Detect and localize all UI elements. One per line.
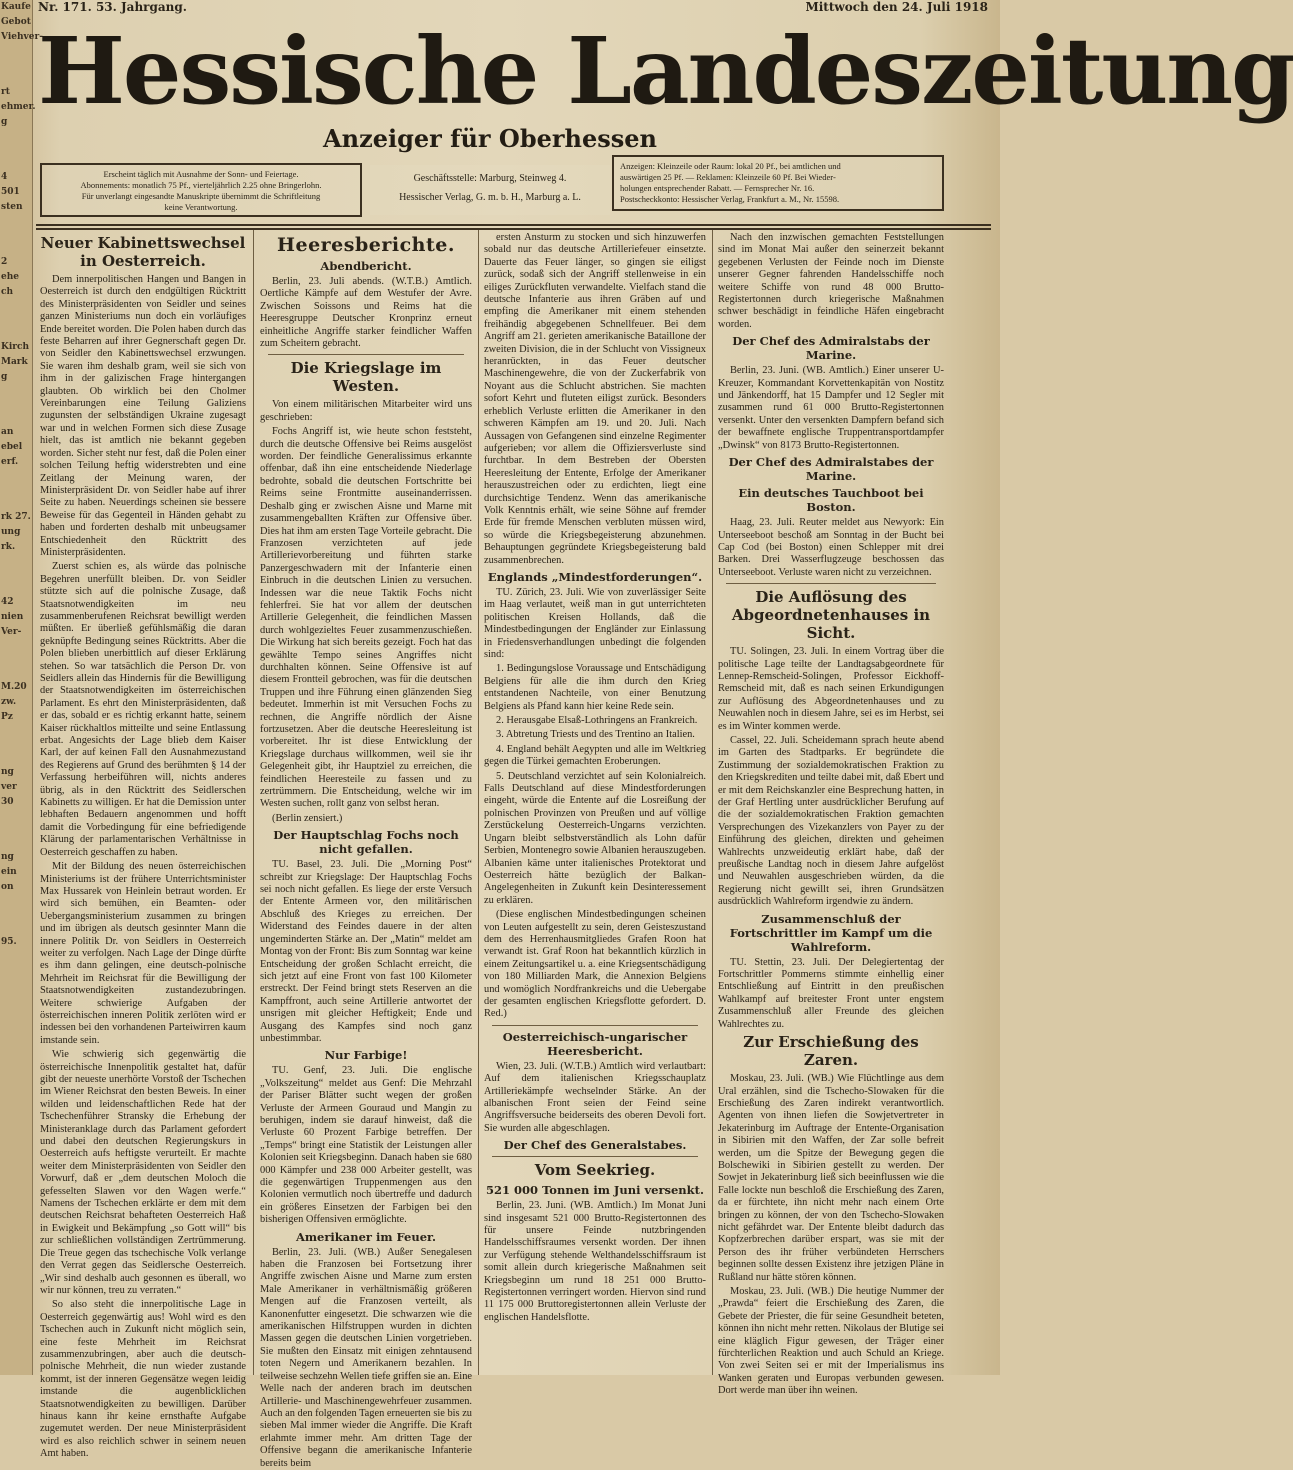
list-item: 5. Deutschland verzichtet auf sein Kolonialreich. Falls Deutschland auf diese Mindestforderungen eingeht, würde die Entente auf die Losreißung der polnischen Provinzen von Preußen und auf völlige Zerstückelung Oesterreich-Ungarns verzichten. Ungarn bleibt selbstverständlich als Lohn dafür Serbien, Montenegro sowie Albanien herauszugeben. Albanien käme unter italienisches Protektorat und Oesterreich hätte bezüglich der Balkan-Angelegenheiten in Zukunft kein Desinteressement zu erklären. <box>484 770 706 906</box>
strip-fragment: zw. <box>1 697 17 707</box>
column-4 <box>718 232 944 1397</box>
article-paragraph: Nach den inzwischen gemachten Feststellungen sind im Monat Mai außer den seinerzeit bekannt gegebenen Verlusten der Feinde noch im Dienste unserer Gegner fahrenden Handelsschiffe noch weitere Schiffe von rund 48 000 Brutto-Registertonnen durch kriegerische Maßnahmen schwer beschädigt in feindliche Häfen eingebracht worden. <box>718 232 944 330</box>
divider <box>492 1025 698 1026</box>
strip-fragment: Ver- <box>1 627 22 637</box>
section-headline: Heeresberichte. <box>277 234 455 256</box>
article-paragraph: TU. Stettin, 23. Juli. Der Delegiertentag der Fortschrittler Pommerns stimmte einhellig einer Entschließung auf Eintritt in den preußischen Wahlkampf auf breitester Front unter engstem Zusammenschluß aller Freunde des gleichen Wahlrechtes zu. <box>718 956 944 1030</box>
strip-fragment: rk 27. <box>1 512 31 522</box>
article-paragraph: So also steht die innerpolitische Lage in Oesterreich gegenwärtig aus! Wohl wird es den Tschechen auch in Zukunft nicht möglich sein, eine feste Mehrheit im Reichsrat zusammenzubringen, aber auch die deutsch-polnische Mehrheit, die nun wieder zustande kommt, ist der inneren Gegensätze wegen leidig imstande die augenblicklichen Staatsnotwendigkeiten zu bewilligen. Darüber hinaus kann ihr keine ernsthafte Aufgabe zugemutet werden. Der neue Ministerpräsident wird es also reichlich schwer in seinem neuen Amt haben. <box>40 1299 246 1460</box>
article-paragraph: Dem innerpolitischen Hangen und Bangen in Oesterreich ist durch den endgültigen Rücktritt des Ministerpräsidenten von Seidler und seines ganzen Ministeriums nun doch ein vorläufiges Ende bereitet worden. Die Polen haben durch das feste Beharren auf ihrer Gegnerschaft gegen Dr. von Seidler den Kabinettswechsel erzwungen. Sie waren ihm deshalb gram, weil sie sich von ihm in der galizischen Frage hintergangen glaubten. Ob wirklich bei den Cholmer Vereinbarungen eine Teilung Galiziens zugunsten der selbständigen Ukraine zugesagt war und in welchen Formen sich diese Zusage hielt, das ist amtlich nie bekannt gegeben worden. Sicher steht nur fest, daß die Polen einer solchen Teilung heftig widerstrebten und eine Zeitlang der Meinung waren, der Ministerpräsident Dr. von Seidler habe auf ihrer Seite zu haben. Neuerdings scheinen sie bessere Beweise für das Gegenteil in Händen gehabt zu haben und forderten deshalb mit unbeugsamer Entschiedenheit den Rücktritt des Ministerpräsidenten. <box>40 274 246 558</box>
strip-fragment: ch <box>1 287 14 297</box>
article-paragraph: Wien, 23. Juli. (W.T.B.) Amtlich wird verlautbart: Auf dem italienischen Kriegsschauplatz Artilleriekämpfe wechselnder Stärke. An der albanischen Front seien der Feind seine Angriffsversuche beiderseits des oberen Devoli fort. Sie wurden alle abgeschlagen. <box>484 1060 706 1134</box>
signature: Der Chef des Generalstabes. <box>503 1138 687 1153</box>
article-headline: Vom Seekrieg. <box>534 1161 656 1180</box>
article-paragraph: ersten Ansturm zu stocken und sich hinzuwerfen sobald nur das deutsche Artilleriefeuer einsetzte. Dauerte das Feuer länger, so gingen sie eiligst zurück, sodaß sich der Angriff stellenweise in ein eiliges Zurückfluten verwandelte. Vielfach stand die deutsche Infanterie aus ihren Gräben auf und empfing die Amerikaner mit einem stehenden freihändig abgegebenen Schnellfeuer. Bei dem Angriff am 21. gerieten amerikanische Bataillone der zweiten Division, die in der Schlucht von Vissigneux heranrückten, in das Feuer deutscher Maschinengewehre, die von der Zuckerfabrik von Noyant aus die Schlucht abstrichen. Sie machten sofort Kehrt und fluteten eiligst zurück. Besonders erheblich Verluste erlitten die Amerikaner in den schweren Kämpfen am 19. und 20. Juli. Nach Aussagen von Gefangenen sind einzelne Regimenter aufgerieben; vor allem die Offiziersverluste sind furchtbar. In dem Bestreben der Obersten Heeresleitung der Entente, Erfolge der Amerikaner herauszustreichen oder zu erdichten, liegt eine durchsichtige Tendenz. Wenn das amerikanische Volk Kenntnis erhält, wie seine Söhne auf fremder Erde für fremde Menschen verbluten müssen wird, so würde die Kriegsbegeisterung abzunehmen. Behauptungen gegründete Kriegsbegeisterung bald zusammenbrechen. <box>484 232 706 566</box>
article-paragraph: (Diese englischen Mindestbedingungen scheinen von Leuten aufgestellt zu sein, deren Geisteszustand dem des Herrenhausmitgliedes Grafen Roon hat verwandt ist. Graf Roon hat bekanntlich kürzlich in einem Zeitungsartikel u. a. eine Kriegsentschädigung von 180 Milliarden Mark, die Annexion Belgiens und womöglich Nordfrankreichs und die Uebergabe der gesamten englischen Kriegsflotte gefordert. D. Red.) <box>484 909 706 1020</box>
info-line: Anzeigen: Kleinzeile oder Raum: lokal 20 Pf., bei amtlichen und <box>620 161 841 171</box>
info-line: Erscheint täglich mit Ausnahme der Sonn- und Feiertage. <box>103 169 299 179</box>
column-divider <box>478 230 479 1375</box>
strip-fragment: erf. <box>1 457 19 467</box>
strip-fragment: g <box>1 372 8 382</box>
header-rule <box>36 224 991 226</box>
strip-fragment: ng <box>1 767 14 777</box>
column-divider <box>712 230 713 1375</box>
column-divider <box>253 230 254 1375</box>
strip-fragment: Kaufe <box>1 2 31 12</box>
divider <box>726 583 936 584</box>
strip-fragment: 2 <box>1 257 8 267</box>
article-paragraph: Berlin, 23. Juni. (WB. Amtlich.) Im Monat Juni sind insgesamt 521 000 Brutto-Registertonnen des für unsere Feinde nutzbringenden Handelsschiffsraumes versenkt worden. Der ihnen zur Verfügung stehende Welthandelsschiffsraum ist somit allein durch kriegerische Maßnahmen seit Kriegsbeginn um rund 18 251 000 Brutto-Registertonnen verringert worden. Hiervon sind rund 11 175 000 Bruttoregistertonnen allein Verluste der englischen Handelsflotte. <box>484 1200 706 1323</box>
strip-fragment: M.20 <box>1 682 27 692</box>
article-paragraph: (Berlin zensiert.) <box>272 812 343 824</box>
issue-number: Nr. 171. 53. Jahrgang. <box>38 0 187 14</box>
article-paragraph: TU. Basel, 23. Juli. Die „Morning Post“ schreibt zur Kriegslage: Der Hauptschlag Fochs sei noch nicht gefallen. Es liege der erste Versuch der Entente Armeen vor, den militärischen Abschluß des Krieges zu erreichen. Der Widerstand des Feindes dauere in der alten ungeminderten Stärke an. Der „Matin“ meldet am Montag von der Front: Bis zum Sonntag war keine Entscheidung der großen Schlacht erreicht, die sich jetzt auf eine Front von fast 100 Kilometer erstreckt. Der Feind bringt stets Reserven an die Kampffront, auch seine Artillerie antwortet der unsrigen mit gleicher Heftigkeit; Ende und Ausgang des Kampfes sind noch ganz unbestimmbar. <box>260 859 472 1044</box>
info-line: auswärtigen 25 Pf. — Reklamen: Kleinzeile 60 Pf. Bei Wieder- <box>620 172 836 182</box>
list-item: 4. England behält Aegypten und alle im Weltkrieg gegen die Türkei gemachten Eroberungen. <box>484 743 706 768</box>
signature: Der Chef des Admiralstabs der Marine. <box>732 334 930 363</box>
article-paragraph: Mit der Bildung des neuen österreichischen Ministeriums ist der frühere Unterrichtsminister Max Hussarek von Heinlein betraut worden. Er wird sich bemühen, ein Beamten- oder Uebergangsministerium zusammen zu bringen und im übrigen als deutsch gesinnter Mann die innere Politik Dr. von Seidlers in Oesterreich weiter zu verfolgen. Nach Lage der Dinge dürfte es ihm dann gelingen, eine deutsch-polnische Mehrheit im Reichsrat für die Bewilligung der Staatsnotwendigkeiten zustandezubringen. Weitere schwierige Aufgaben der österreichischen inneren Politik zerlöten wird er indessen bei den vorhandenen Parteiwirren kaum imstande sein. <box>40 861 246 1046</box>
column-2 <box>260 232 473 1469</box>
article-paragraph: Haag, 23. Juli. Reuter meldet aus Newyork: Ein Unterseeboot beschoß am Sonntag in der Bucht bei Cap Cod (bei Boston) einen Schlepper mit drei Barken. Drei Wasserflugzeuge beschossen das Unterseeboot. Verluste waren nicht zu verzeichnen. <box>718 517 944 578</box>
strip-fragment: ehmer. <box>1 102 36 112</box>
strip-fragment: rk. <box>1 542 16 552</box>
strip-fragment: an <box>1 427 14 437</box>
info-line: Postscheckkonto: Hessischer Verlag, Frankfurt a. M., Nr. 15598. <box>620 194 840 204</box>
strip-fragment: 30 <box>1 797 14 807</box>
strip-fragment: Mark <box>1 357 28 367</box>
article-headline: Nur Farbige! <box>324 1048 408 1063</box>
article-paragraph: Moskau, 23. Juli. (WB.) Wie Flüchtlinge aus dem Ural erzählen, sind die Tschecho-Slowaken für die Erschießung des Zaren indirekt verantwortlich. Agenten von ihnen liefen die Sowjetvertreter in Jekaterinburg im Auftrage der Entente-Organisation in Sibirien mit den Waffen, der Zar solle befreit werden, um die Spitze der Bewegung gegen die Bolschewiki in Sibirien gestellt zu werden. Der Sowjet in Jekaterinburg ließ sich beeinflussen wie die Falle lockte nun beschloß die Erschießung des Zaren, da er fürchtete, ihn nicht mehr nach einem Orte bringen zu können, der von den Tschecho-Slowaken nicht gefährdet war. Der Entente bleibt dadurch das Kopfzerbrechen darüber erspart, was sie mit der Person des ihr früher verbündeten Herrschers beginnen sollte dessen Existenz ihre jetzigen Pläne in Rußland nur hätte stören können. <box>718 1073 944 1283</box>
strip-fragment: ver <box>1 782 17 792</box>
masthead-title: Hessische Landeszeitung <box>38 17 1293 125</box>
publisher-box <box>370 165 610 215</box>
strip-fragment: ung <box>1 527 21 537</box>
strip-fragment: sten <box>1 202 23 212</box>
strip-fragment: ng <box>1 852 14 862</box>
article-headline: Englands „Mindestforderungen“. <box>487 569 703 584</box>
strip-fragment: rt <box>1 87 10 97</box>
strip-fragment: 501 <box>1 187 20 197</box>
article-headline: Oesterreichisch-ungarischer Heeresbericht. <box>502 1029 688 1058</box>
strip-fragment: Viehver- <box>1 32 43 42</box>
article-paragraph: Fochs Angriff ist, wie heute schon feststeht, durch die deutsche Offensive bei Reims ausgelöst worden. Der feindliche Generalissimus erkannte offenbar, daß ihn eine entscheidende Niederlage bedrohte, sobald die deutschen Fortschritte bei Reims seine Frontmitte auseinanderrissen. Deshalb ging er zwischen Aisne und Marne mit zusammengeballten Kräften zur Offensive über. Dies hat ihm am ersten Tage Vorteile gebracht. Die Franzosen verzichteten auf jede Artillerievorbereitung und führten starke Panzergeschwadern mit der Infanterie einen Einbruch in die deutschen Linien zu versuchen. Indessen war die neue Taktik Fochs nicht fehlerfrei. Sie hat vor allem der deutschen Artillerie Gelegenheit, die feindlichen Massen durch wohlgezieltes Feuer zusammenzuschießen. Die Wirkung hat sich bereits gezeigt. Foch hat das gewählte Tempo seines Angriffes nicht durchhalten können. Seine Offensive ist auf diesem Frontteil gebrochen, was für die deutschen Truppen und ihre Führung einen glänzenden Sieg bedeutet. Immerhin ist mit Versuchen Fochs zu rechnen, die Angriffe nördlich der Aisne fortzusetzen. Aber die deutsche Heeresleitung ist vorbereitet. Ihr ist diese Entwicklung der Kriegslage durchaus willkommen, weil sie ihr Gelegenheit gibt, ihr Hauptziel zu erreichen, die feindlichen Heeresteile zu fassen und zu zertrümmern. Die Entscheidung, welche wir im Westen suchen, rollt ganz von selbst heran. <box>260 426 472 810</box>
strip-fragment: on <box>1 882 14 892</box>
article-paragraph: Zuerst schien es, als würde das polnische Begehren unerfüllt bleiben. Dr. von Seidler stützte sich auf die polnische Zusage, daß Staatsnotwendigkeiten im neu zusammenberufenen Reichsrat bewilligt werden müßten. Er überließ gefühlsmäßig die daran geknüpfte Bedingung seines Rücktritts. Aber die Polen blieben unerbittlich auf dieser Erklärung stehen. So war tatsächlich die Person Dr. von Seidlers allein das Hindernis für die Bewilligung der Staatsnotwendigkeiten im österreichischen Parlament. Es ehrt den Ministerpräsidenten, daß er das, sobald er es richtig erkannt hatte, seinem Kaiser rückhaltlos mitteilte und seine Entlassung erbat. Angesichts der Lage blieb dem Kaiser Karl, der auf keinen Fall den Ausnahmezustand des Regierens auf Grund des berühmten § 14 der Verfassung herbeiführen will, nichts anderes übrig, als in den Rücktritt des Seidlerschen Kabinetts zu willigen. Er hat die Demission unter lebhaften Bedauern angenommen und hofft damit die Vorbedingung für eine befriedigende Klärung der parlamentarischen Verhältnisse in Oesterreich geschaffen zu haben. <box>40 561 246 858</box>
divider <box>492 1156 698 1157</box>
strip-fragment: g <box>1 117 8 127</box>
header-rule <box>36 228 991 230</box>
article-paragraph: Berlin, 23. Juli abends. (W.T.B.) Amtlich. Oertliche Kämpfe auf dem Westufer der Avre. Zwischen Soissons und Reims hat die Heeresgruppe Deutscher Kronprinz erneut einheitliche Angriffe starker feindlicher Waffen zum Scheitern gebracht. <box>260 276 472 350</box>
info-line: Für unverlangt eingesandte Manuskripte übernimmt die Schriftleitung <box>81 191 321 201</box>
strip-fragment: ehe <box>1 272 19 282</box>
list-item: 1. Bedingungslose Voraussage und Entschädigung Belgiens für alle die ihm durch den Krieg entstandenen Nachteile, von einer Benutzung Belgiens als Pfand kann hier keine Rede sein. <box>484 663 706 712</box>
article-paragraph: TU. Solingen, 23. Juli. In einem Vortrag über die politische Lage teilte der Landtagsabgeordnete für Lennep-Remscheid-Solingen, Professor Eickhoff-Remscheid mit, daß es nach seinen Erkundigungen zur Auflösung des Abgeordnetenhauses und zu Neuwahlen noch in diesem Jahre, sei es im Herbst, sei es im Winter kommen werde. <box>718 646 944 732</box>
advertising-rates-box <box>612 155 944 211</box>
article-headline: Amerikaner im Feuer. <box>295 1229 437 1244</box>
article-headline: Die Auflösung des Abgeordnetenhauses in Sicht. <box>731 588 931 643</box>
article-headline: Die Kriegslage im Westen. <box>290 359 442 396</box>
strip-fragment: nien <box>1 612 24 622</box>
masthead-subtitle: Anzeiger für Oberhessen <box>323 124 657 153</box>
article-headline: Zusammenschluß der Fortschrittler im Kampf um die Wahlreform. <box>729 911 933 954</box>
strip-fragment: 95. <box>1 937 17 947</box>
article-paragraph: Berlin, 23. Juli. (WB.) Außer Senegalesen haben die Franzosen bei Fortsetzung ihrer Angriffe zwischen Aisne und Marne zum ersten Male Amerikaner in verhältnismäßig größeren Mengen auf die Franzosen verteilt, als Kanonenfutter eingesetzt. Die schwarzen wie die amerikanischen Hilfstruppen wurden in dichten Massen gegen die deutschen Linien vorgetrieben. Sie mußten den Einsatz mit einigen zehntausend toten Negern und Amerikanern bezahlen. In teilweise sechzehn Wellen tiefe griffen sie an. Eine Welle nach der anderen brach im deutschen Artillerie- und Maschinengewehrfeuer zusammen. Auch an den folgenden Tagen erneuerten sie bis zu sieben Mal immer wieder die Angriffe. Die Kraft erlahmte immer mehr. Am dritten Tage der Offensive begann die amerikanische Infanterie bereits beim <box>260 1246 473 1469</box>
list-item: 2. Herausgabe Elsaß-Lothringens an Frankreich. <box>496 715 698 727</box>
strip-fragment: Pz <box>1 712 13 722</box>
article-paragraph: TU. Genf, 23. Juli. Die englische „Volkszeitung“ meldet aus Genf: Die Mehrzahl der Pariser Blätter sucht wegen der großen Verluste der Armeen Gouraud und Mangin zu beruhigen, indem sie darauf hinweist, daß die Verluste 60 Prozent Farbige betreffen. Der „Temps“ bringt eine Statistik der Leistungen aller Kolonien seit Kriegsbeginn. Danach haben sie 680 000 Kämpfer und 238 000 Arbeiter gestellt, was die gegenwärtigen Truppenmengen aus den Kolonien vermutlich noch übertreffe und dadurch ein größeres Einsetzen der Farbigen bei den bisherigen Offensiven ermöglichte. <box>260 1065 472 1226</box>
article-paragraph: Von einem militärischen Mitarbeiter wird uns geschrieben: <box>260 399 472 423</box>
info-line: keine Verantwortung. <box>164 202 238 212</box>
strip-fragment: 42 <box>1 597 14 607</box>
article-headline: Ein deutsches Tauchboot bei Boston. <box>738 486 924 515</box>
article-subheadline: 521 000 Tonnen im Juni versenkt. <box>486 1183 704 1198</box>
strip-fragment: Kirch <box>1 342 30 352</box>
section-subheadline: Abendbericht. <box>320 259 412 273</box>
issue-date: Mittwoch den 24. Juli 1918 <box>805 0 988 14</box>
info-line: holungen entsprechender Rabatt. — Fernsprecher Nr. 16. <box>620 183 815 193</box>
adjacent-page-strip <box>0 0 43 1375</box>
strip-fragment: 4 <box>1 172 8 182</box>
article-paragraph: Moskau, 23. Juli. (WB.) Die heutige Nummer der „Prawda“ feiert die Erschießung des Zaren, die Gebete der Priester, die für seine Gesundheit beteten, können ihn nicht mehr retten. Nikolaus der Blutige sei eine kläglich Figur gewesen, der Träger einer fürchterlichen Reaktion und auch Schuld an Kriege. Von zwei Seiten sei er mit der Imperialismus ins Wanken geraten und Europas verbunden gewesen. Dort werde man über ihn weinen. <box>718 1286 944 1397</box>
subscription-box <box>40 163 362 217</box>
office-address: Geschäftsstelle: Marburg, Steinweg 4. <box>413 173 567 184</box>
article-paragraph: Wie schwierig sich gegenwärtig die österreichische Innenpolitik gestaltet hat, dafür gibt der neueste unerhörte Vorstoß der Tschechen im Wiener Reichsrat den besten Beweis. In einer wilden und leidenschaftlichen Rede hat der Tschechenführer Stransky die Erhebung der Ministeranklage durch das Parlament gefordert und dabei den deutschen Regierungskurs in Oesterreich aufs heftigste verurteilt. Er machte weiter dem Ministerpräsidenten von Seidler den Vorwurf, daß er „dem deutschen Moloch die gefesselten Slawen vor den Wagen werfe.“ Namens der Tschechen erklärte er dem mit dem deutschen Reichsrat behafteten Oesterreich Haß in Ewigkeit und Bekämpfung „so Gott will“ bis zur schließlichen vollständigen Zertrümmerung. Die Treue gegen das tschechische Volk verlange den Verrat gegen das Seidlersche Oesterreich. „Wir sind deshalb auch gesonnen es überall, wo wir nur können, treu zu verraten.“ <box>40 1049 246 1296</box>
strip-fragment: ein <box>1 867 17 877</box>
article-headline: Neuer Kabinettswechsel in Oesterreich. <box>40 234 246 270</box>
article-headline: Der Hauptschlag Fochs noch nicht gefallen. <box>273 828 459 857</box>
divider <box>268 354 464 355</box>
strip-fragment: ebel <box>1 442 23 452</box>
article-paragraph: Cassel, 22. Juli. Scheidemann sprach heute abend im Garten des Stadtparks. Er begründete die Zustimmung der sozialdemokratischen Fraktion zu den Kriegskrediten und teilte dabei mit, daß Ebert und er mit dem Reichskanzler eine Besprechung hatten, in der Graf Hertling unter ausdrücklicher Berufung auf die der sozialdemokratischen Fraktion gemachten Versprechungen des Vizekanzlers von Payer zu der Einführung des gleichen, direkten und geheimen Wahlrechts unzweideutig erklärt habe, daß der preußische Landtag noch in diesem Jahre aufgelöst und Neuwahlen ausgeschrieben würden, da die Regierung nicht gewillt sei, ihren Grundsätzen ausdrücklich Wahlreform irgendwie zu ändern. <box>718 734 944 908</box>
info-line: Abonnements: monatlich 75 Pf., vierteljährlich 2.25 ohne Bringerlohn. <box>80 180 322 190</box>
article-paragraph: Berlin, 23. Juni. (WB. Amtlich.) Einer unserer U-Kreuzer, Kommandant Korvettenkapitän von Nostitz und Jänkendorff, hat 15 Dampfer und 12 Segler mit zusammen rund 61 000 Brutto-Registertonnen versenkt. Unter den versenkten Dampfern befand sich der bewaffnete englische Truppentransportdampfer „Dwinsk“ von 8173 Brutto-Registertonnen. <box>718 365 944 451</box>
article-paragraph: TU. Zürich, 23. Juli. Wie von zuverlässiger Seite im Haag verlautet, weiß man in gut unterrichteten politischen Kreisen Hollands, daß die Mindestbedingungen der Engländer zur Einlassung in Friedensverhandlungen unbedingt die folgenden sind: <box>484 586 706 660</box>
column-1 <box>40 232 246 1460</box>
publisher-name: Hessischer Verlag, G. m. b. H., Marburg a. L. <box>399 192 581 203</box>
article-headline: Zur Erschießung des Zaren. <box>743 1033 919 1070</box>
signature: Der Chef des Admiralstabes der Marine. <box>728 455 934 484</box>
column-3 <box>484 232 706 1375</box>
list-item: 3. Abtretung Triests und des Trentino an Italien. <box>496 729 695 741</box>
strip-fragment: Gebot <box>1 17 31 27</box>
